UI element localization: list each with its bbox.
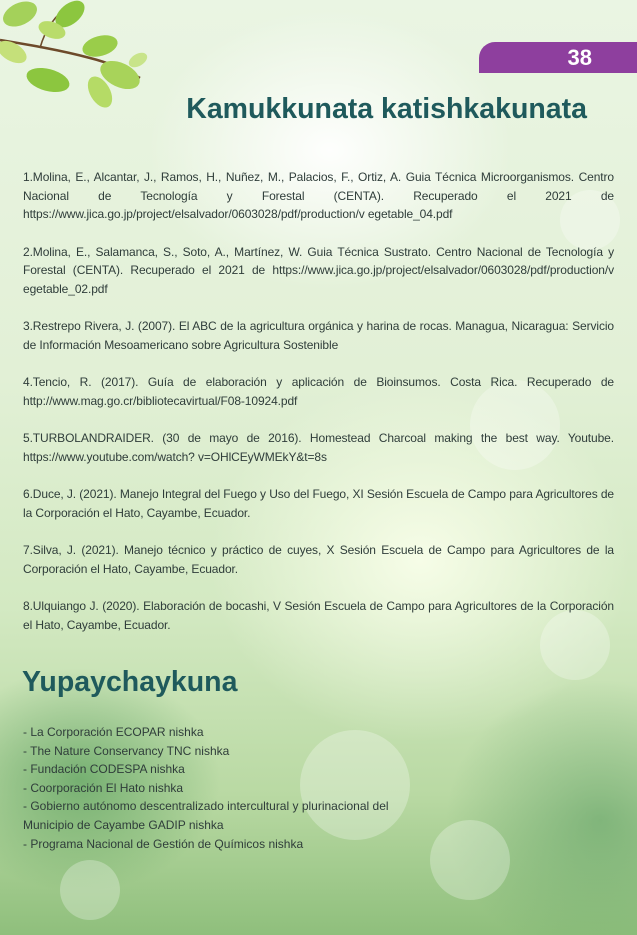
acknowledgement-item: - La Corporación ECOPAR nishka (23, 725, 204, 739)
reference-item: 5.TURBOLANDRAIDER. (30 de mayo de 2016). Homestead Charcoal making the best way. Youtube. https://www.youtube.com/watch? v=OHlCEyWMEkY&t=8s (23, 431, 614, 464)
reference-item: 6.Duce, J. (2021). Manejo Integral del Fuego y Uso del Fuego, XI Sesión Escuela de Campo para Agricultores de la Corporación el Hato, Cayambe, Ecuador. (23, 487, 614, 520)
references-title: Kamukkunata katishkakunata (186, 93, 587, 125)
acknowledgements-title: Yupaychaykuna (22, 666, 238, 698)
reference-item: 2.Molina, E., Salamanca, S., Soto, A., Martínez, W. Guia Técnica Sustrato. Centro Nacional de Tecnología y Forestal (CENTA). Recuperado el 2021 de https://www.jica.go.jp/project/elsalvador/0603028/pdf/production/v egetable_02.pdf (23, 244, 614, 296)
page-number-badge (479, 42, 637, 73)
reference-item: 1.Molina, E., Alcantar, J., Ramos, H., Nuñez, M., Palacios, F., Ortiz, A. Guia Técnica Microorganismos. Centro Nacional de Tecnología y Forestal (CENTA). Recuperado el 2021 de https://www.jica.go.jp/project/elsalvador/0603028/pdf/production/v egetable_04.pdf (23, 170, 614, 221)
acknowledgement-item: - The Nature Conservancy TNC nishka (23, 743, 230, 758)
acknowledgement-item: - Gobierno autónomo descentralizado intercultural y plurinacional del Municipio de Cayambe GADIP nishka (23, 799, 389, 832)
reference-item: 7.Silva, J. (2021). Manejo técnico y práctico de cuyes, X Sesión Escuela de Campo para Agricultores de la Corporación el Hato, Cayambe, Ecuador. (23, 543, 614, 576)
acknowledgement-item: - Coorporación El Hato nishka (23, 780, 184, 795)
reference-item: 8.Ulquiango J. (2020). Elaboración de bocashi, V Sesión Escuela de Campo para Agricultores de la Corporación el Hato, Cayambe, Ecuador. (23, 599, 614, 632)
reference-item: 3.Restrepo Rivera, J. (2007). El ABC de la agricultura orgánica y harina de rocas. Managua, Nicaragua: Servicio de Información Mesoamericano sobre Agricultura Sostenible (23, 319, 614, 352)
references-list (23, 168, 614, 653)
reference-item: 4.Tencio, R. (2017). Guía de elaboración y aplicación de Bioinsumos. Costa Rica. Recuperado de http://www.mag.go.cr/bibliotecavirtual/F08-10924.pdf (23, 375, 614, 408)
acknowledgement-item: - Programa Nacional de Gestión de Químicos nishka (23, 836, 304, 851)
page-number: 38 (567, 45, 592, 70)
acknowledgements-list (23, 723, 543, 853)
bokeh-circle (60, 860, 120, 920)
acknowledgement-item: - Fundación CODESPA nishka (23, 762, 185, 777)
